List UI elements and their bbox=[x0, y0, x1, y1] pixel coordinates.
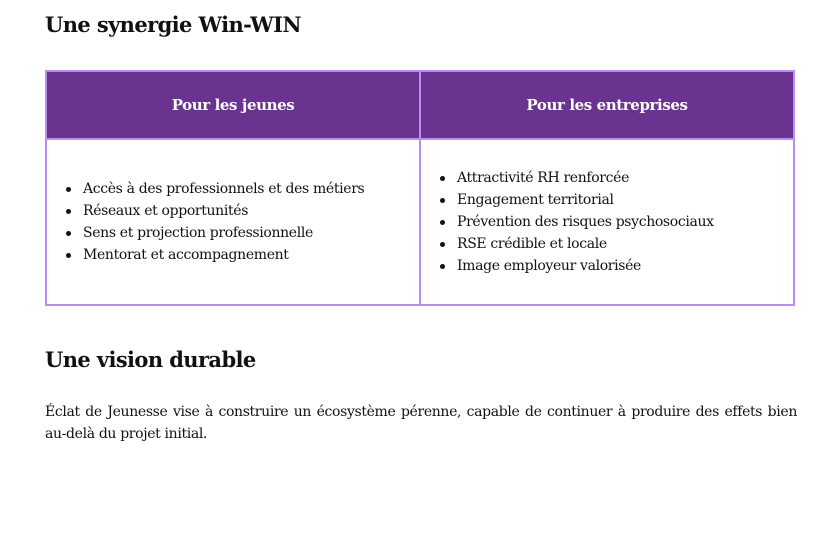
list-item: Prévention des risques psychosociaux bbox=[457, 211, 787, 233]
cell-jeunes bbox=[46, 139, 420, 305]
list-item: Accès à des professionnels et des métiers bbox=[83, 178, 413, 200]
synergy-table bbox=[45, 70, 795, 306]
list-item: Sens et projection professionnelle bbox=[83, 222, 413, 244]
header-jeunes: Pour les jeunes bbox=[46, 71, 420, 139]
list-entreprises bbox=[421, 167, 787, 277]
list-jeunes bbox=[47, 178, 413, 266]
list-item: Attractivité RH renforcée bbox=[457, 167, 787, 189]
list-item: RSE crédible et locale bbox=[457, 233, 787, 255]
list-item: Engagement territorial bbox=[457, 189, 787, 211]
list-item: Mentorat et accompagnement bbox=[83, 244, 413, 266]
table-row bbox=[46, 139, 794, 305]
list-item: Réseaux et opportunités bbox=[83, 200, 413, 222]
vision-heading: Une vision durable bbox=[45, 347, 256, 372]
list-item: Image employeur valorisée bbox=[457, 255, 787, 277]
synergy-heading: Une synergie Win-WIN bbox=[45, 12, 301, 37]
table-header-row bbox=[46, 71, 794, 139]
vision-paragraph: Éclat de Jeunesse vise à construire un écosystème pérenne, capable de continuer à produire des effets bien au-delà du projet initial. bbox=[45, 404, 797, 442]
cell-entreprises bbox=[420, 139, 794, 305]
header-entreprises: Pour les entreprises bbox=[420, 71, 794, 139]
